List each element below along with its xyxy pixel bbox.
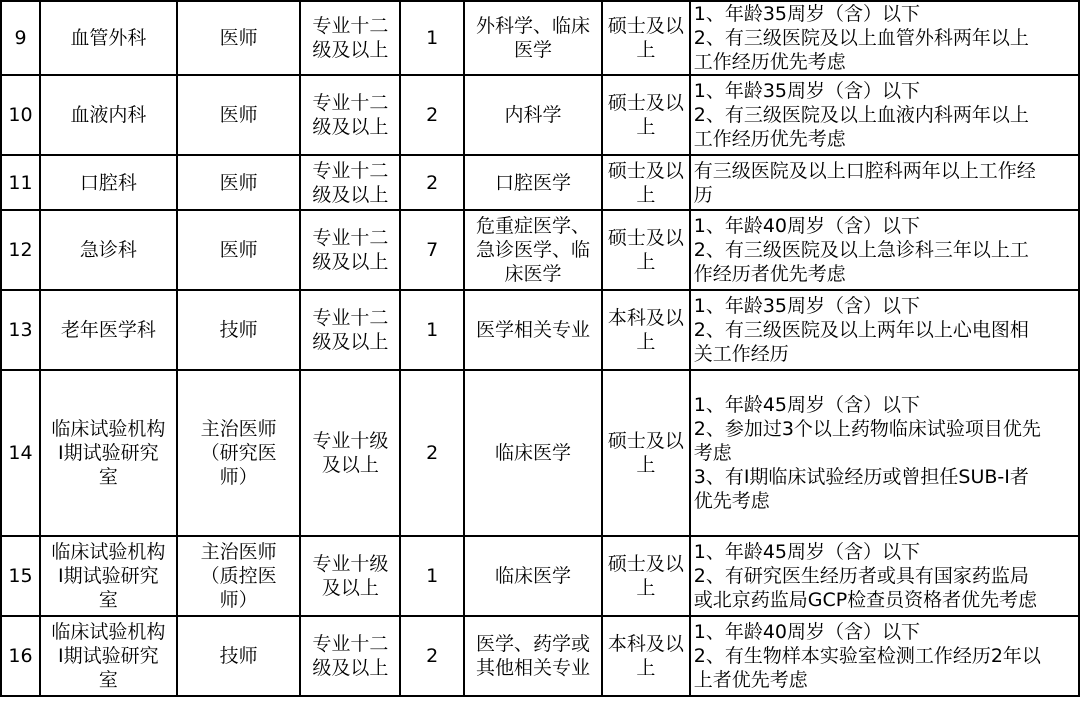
department-cell	[40, 370, 177, 536]
level-text: 专业十二	[312, 92, 389, 114]
count-cell	[400, 1, 464, 75]
major-cell	[464, 1, 602, 75]
degree-text: 上	[636, 183, 656, 206]
requirements-cell	[690, 75, 1079, 155]
major-cell	[464, 536, 602, 616]
row-number-cell	[1, 1, 40, 75]
department-cell	[40, 290, 177, 370]
department-text: I期试验研究	[58, 442, 159, 464]
department-text: 室	[98, 589, 118, 611]
major-cell	[464, 290, 602, 370]
degree-cell	[602, 210, 690, 290]
requirements-cell	[690, 616, 1079, 696]
major-text: 医学、药学或	[476, 633, 591, 655]
requirements-text: 工作经历优先考虑	[693, 51, 846, 73]
requirements-text: 1、年龄35周岁（含）以下	[693, 80, 921, 102]
major-text: 外科学、临床	[476, 15, 591, 37]
row-number-text: 10	[8, 104, 33, 126]
major-cell	[464, 370, 602, 536]
requirements-text: 有三级医院及以上口腔科两年以上工作经	[693, 159, 1036, 182]
department-cell	[40, 75, 177, 155]
requirements-text: 2、有三级医院及以上两年以上心电图相	[693, 319, 1029, 341]
position-cell	[177, 290, 301, 370]
degree-text: 上	[636, 657, 656, 679]
level-text: 专业十二	[312, 159, 389, 182]
degree-cell	[602, 370, 690, 536]
position-text: 技师	[219, 645, 258, 667]
department-text: 血管外科	[70, 27, 147, 49]
degree-text: 硕士及以	[607, 92, 684, 114]
position-text: 医师	[219, 27, 258, 49]
requirements-text: 关工作经历	[693, 343, 789, 365]
row-number-text: 13	[8, 319, 33, 341]
row-number-text: 11	[8, 171, 33, 194]
count-cell	[400, 210, 464, 290]
level-text: 专业十级	[312, 553, 389, 575]
position-cell	[177, 536, 301, 616]
position-cell	[177, 616, 301, 696]
department-cell	[40, 155, 177, 210]
level-text: 专业十级	[312, 430, 389, 452]
level-text: 级及以上	[312, 116, 389, 138]
requirements-text: 作经历者优先考虑	[693, 263, 846, 285]
department-cell	[40, 1, 177, 75]
position-text: 技师	[219, 319, 258, 341]
row-number-cell	[1, 290, 40, 370]
count-cell	[400, 155, 464, 210]
requirements-text: 工作经历优先考虑	[693, 128, 846, 150]
degree-text: 硕士及以	[607, 15, 684, 37]
position-cell	[177, 1, 301, 75]
level-cell	[300, 536, 400, 616]
row-number-cell	[1, 210, 40, 290]
major-cell	[464, 75, 602, 155]
requirements-text: 1、年龄45周岁（含）以下	[693, 541, 921, 563]
level-text: 级及以上	[312, 39, 389, 61]
major-cell	[464, 210, 602, 290]
table-row	[1, 155, 1079, 210]
department-text: 室	[98, 669, 118, 691]
degree-text: 硕士及以	[607, 159, 684, 182]
degree-text: 上	[636, 251, 656, 273]
requirements-cell	[690, 290, 1079, 370]
requirements-text: 历	[693, 183, 713, 206]
position-text: 师）	[219, 589, 258, 611]
department-text: I期试验研究	[58, 565, 159, 587]
row-number-cell	[1, 75, 40, 155]
position-text: 医师	[219, 104, 258, 126]
major-text: 其他相关专业	[476, 657, 591, 679]
row-number-text: 15	[8, 565, 33, 587]
table-row	[1, 1, 1079, 75]
major-cell	[464, 155, 602, 210]
degree-cell	[602, 290, 690, 370]
position-text: 主治医师	[200, 541, 277, 563]
requirements-cell	[690, 1, 1079, 75]
level-text: 级及以上	[312, 657, 389, 679]
major-cell	[464, 616, 602, 696]
degree-text: 上	[636, 116, 656, 138]
position-cell	[177, 210, 301, 290]
count-text: 7	[426, 239, 439, 261]
requirements-text: 2、有三级医院及以上血管外科两年以上	[693, 27, 1029, 49]
position-cell	[177, 75, 301, 155]
requirements-text: 1、年龄40周岁（含）以下	[693, 215, 921, 237]
degree-text: 上	[636, 577, 656, 599]
degree-text: 上	[636, 39, 656, 61]
count-text: 1	[426, 27, 439, 49]
row-number-cell	[1, 536, 40, 616]
level-cell	[300, 1, 400, 75]
major-text: 医学	[514, 39, 553, 61]
row-number-cell	[1, 616, 40, 696]
department-text: I期试验研究	[58, 645, 159, 667]
level-text: 专业十二	[312, 15, 389, 37]
level-text: 专业十二	[312, 307, 389, 329]
table-row	[1, 536, 1079, 616]
degree-text: 上	[636, 331, 656, 353]
requirements-text: 2、有生物样本实验室检测工作经历2年以	[693, 645, 1041, 667]
position-text: 师）	[219, 466, 258, 488]
level-text: 及以上	[321, 577, 379, 599]
position-text: 医师	[219, 171, 258, 194]
level-text: 专业十二	[312, 633, 389, 655]
level-cell	[300, 75, 400, 155]
major-text: 口腔医学	[495, 171, 572, 194]
row-number-text: 12	[8, 239, 33, 261]
requirements-text: 1、年龄40周岁（含）以下	[693, 621, 921, 643]
degree-text: 硕士及以	[607, 227, 684, 249]
department-text: 急诊科	[79, 239, 137, 261]
count-cell	[400, 290, 464, 370]
requirements-text: 上者优先考虑	[693, 669, 808, 691]
degree-cell	[602, 75, 690, 155]
department-text: 口腔科	[79, 171, 137, 194]
level-cell	[300, 155, 400, 210]
count-text: 1	[426, 319, 439, 341]
degree-text: 上	[636, 454, 656, 476]
count-text: 2	[426, 104, 439, 126]
department-cell	[40, 210, 177, 290]
table-row	[1, 290, 1079, 370]
position-text: （质控医	[200, 565, 277, 587]
level-cell	[300, 210, 400, 290]
degree-text: 本科及以	[607, 307, 684, 329]
requirements-text: 1、年龄35周岁（含）以下	[693, 3, 921, 25]
table-body	[1, 0, 1079, 696]
department-text: 临床试验机构	[51, 541, 166, 563]
department-text: 血液内科	[70, 104, 147, 126]
position-cell	[177, 370, 301, 536]
row-number-text: 9	[14, 27, 27, 49]
requirements-text: 优先考虑	[693, 490, 770, 512]
row-number-cell	[1, 370, 40, 536]
level-text: 及以上	[321, 454, 379, 476]
level-cell	[300, 370, 400, 536]
requirements-text: 2、有研究医生经历者或具有国家药监局	[693, 565, 1029, 587]
position-text: 医师	[219, 239, 258, 261]
major-text: 医学相关专业	[476, 319, 591, 341]
level-text: 级及以上	[312, 183, 389, 206]
count-text: 1	[426, 565, 439, 587]
position-text: （研究医	[200, 442, 277, 464]
department-cell	[40, 616, 177, 696]
requirements-text: 或北京药监局GCP检查员资格者优先考虑	[693, 589, 1038, 611]
department-text: 老年医学科	[60, 319, 156, 341]
major-text: 临床医学	[495, 565, 572, 587]
table-row	[1, 616, 1079, 696]
requirements-text: 考虑	[693, 442, 732, 464]
requirements-text: 3、有I期临床试验经历或曾担任SUB-I者	[693, 466, 1029, 488]
degree-cell	[602, 155, 690, 210]
count-text: 2	[426, 171, 439, 194]
level-text: 级及以上	[312, 331, 389, 353]
degree-text: 本科及以	[607, 633, 684, 655]
level-text: 级及以上	[312, 251, 389, 273]
major-text: 床医学	[504, 263, 562, 285]
department-cell	[40, 536, 177, 616]
count-cell	[400, 370, 464, 536]
requirements-cell	[690, 536, 1079, 616]
requirements-cell	[690, 155, 1079, 210]
row-number-cell	[1, 155, 40, 210]
requirements-text: 2、有三级医院及以上急诊科三年以上工	[693, 239, 1029, 261]
degree-cell	[602, 536, 690, 616]
department-text: 室	[98, 466, 118, 488]
requirements-cell	[690, 210, 1079, 290]
count-cell	[400, 536, 464, 616]
requirements-text: 2、参加过3个以上药物临床试验项目优先	[693, 418, 1041, 440]
requirements-text: 1、年龄45周岁（含）以下	[693, 394, 921, 416]
level-cell	[300, 616, 400, 696]
degree-text: 硕士及以	[607, 553, 684, 575]
position-cell	[177, 155, 301, 210]
level-text: 专业十二	[312, 227, 389, 249]
major-text: 危重症医学、	[476, 215, 591, 237]
count-text: 2	[426, 645, 439, 667]
count-cell	[400, 616, 464, 696]
degree-cell	[602, 1, 690, 75]
count-text: 2	[426, 442, 439, 464]
department-text: 临床试验机构	[51, 418, 166, 440]
department-text: 临床试验机构	[51, 621, 166, 643]
row-number-text: 16	[8, 645, 33, 667]
requirements-text: 2、有三级医院及以上血液内科两年以上	[693, 104, 1029, 126]
requirements-text: 1、年龄35周岁（含）以下	[693, 295, 921, 317]
table-row	[1, 75, 1079, 155]
requirements-cell	[690, 370, 1079, 536]
count-cell	[400, 75, 464, 155]
row-number-text: 14	[8, 442, 33, 464]
major-text: 临床医学	[495, 442, 572, 464]
major-text: 急诊医学、临	[476, 239, 591, 261]
table-row	[1, 370, 1079, 536]
major-text: 内科学	[504, 104, 562, 126]
degree-text: 硕士及以	[607, 430, 684, 452]
degree-cell	[602, 616, 690, 696]
level-cell	[300, 290, 400, 370]
position-text: 主治医师	[200, 418, 277, 440]
table-row	[1, 210, 1079, 290]
